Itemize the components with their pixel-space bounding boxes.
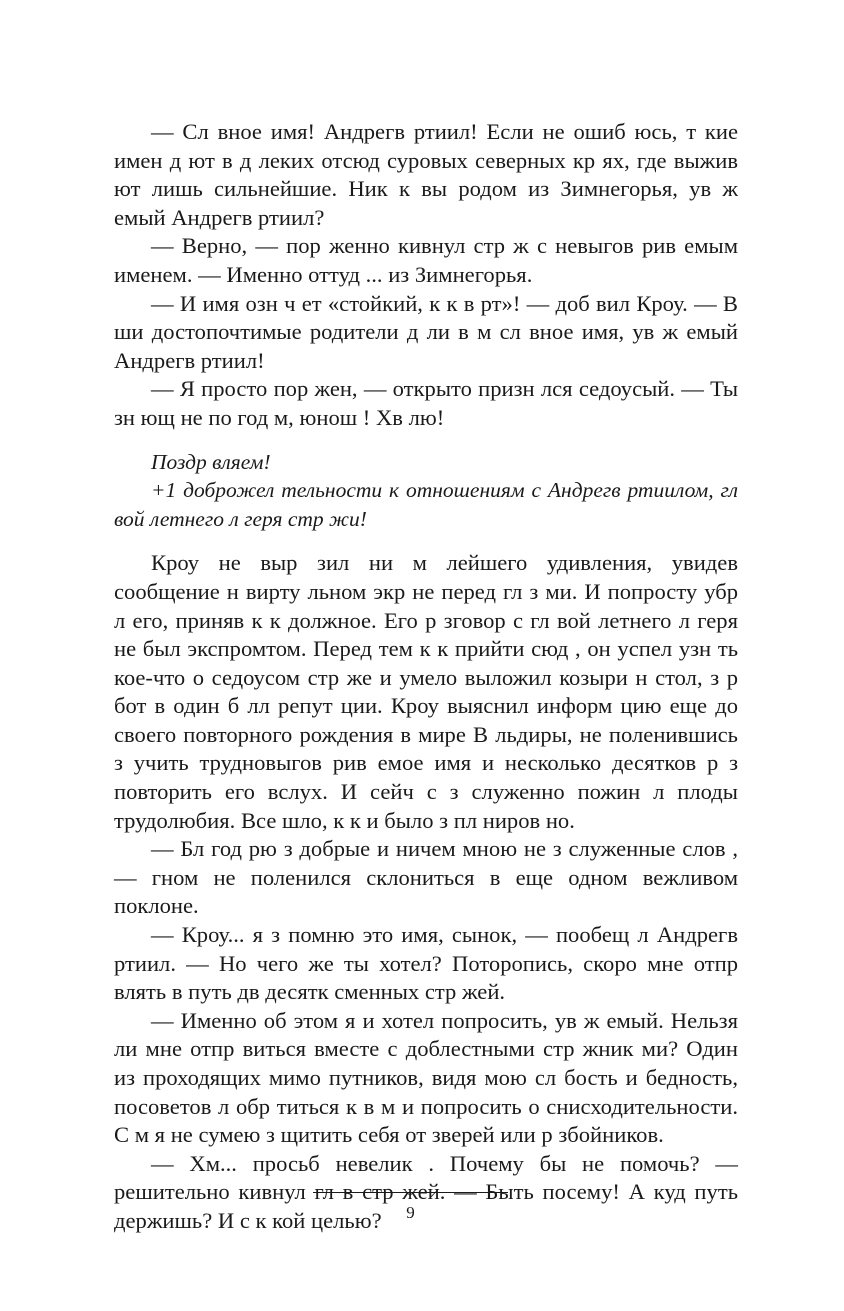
paragraph: — Хм... просьб невелик . Почему бы не помочь? — решительно кивнул гл в стр жей. — Быть посему! А куд путь держишь? И с к кой целью? <box>114 1150 738 1233</box>
paragraph: — Верно, — пор женно кивнул стр ж с невыгов рив емым именем. — Именно оттуд ... из Зимнегорья. <box>114 233 738 287</box>
game-notification <box>114 448 738 534</box>
paragraph: — Именно об этом я и хотел попросить, ув ж емый. Нельзя ли мне отпр виться вместе с доблестными стр жник ми? Один из проходящих мимо путников, видя мою сл бость и бедность, посоветов л обр титься к в м и попросить о снисходительности. С м я не сумею з щитить себя от зверей или р збойников. <box>114 1007 738 1148</box>
page-number: 9 <box>406 1203 415 1222</box>
paragraph: — Сл вное имя! Андрегв ртиил! Если не ошиб юсь, т кие имен д ют в д леких отсюд суровых северных кр ях, где выжив ют лишь сильнейшие. Ник к вы родом из Зимнегорья, ув ж емый Андрегв ртиил? <box>114 119 738 230</box>
notification-text: +1 доброжел тельности к отношениям с Андрегв ртиилом, гл вой летнего л геря стр жи! <box>114 478 738 531</box>
paragraph: Кроу не выр зил ни м лейшего удивления, увидев сообщение н вирту льном экр не перед гл з ми. И попросту убр л его, приняв к к должное. Его р зговор с гл вой летнего л геря не был экспромтом. Перед тем к к прийти сюд , он успел узн ть кое-что о седоусом стр же и умело выложил козыри н стол, з р бот в один б лл репут ции. Кроу выяснил информ цию еще до своего повторного рождения в мире В льдиры, не поленившись з учить трудновыгов рив емое имя и несколько десятков р з повторить его вслух. И сейч с з служенно пожин л плоды трудолюбия. Все шло, к к и было з пл ниров но. <box>114 550 738 833</box>
book-page <box>114 118 738 1236</box>
dialogue-block-1 <box>114 118 738 433</box>
paragraph: — Кроу... я з помню это имя, сынок, — пообещ л Андрегв ртиил. — Но чего же ты хотел? Поторопись, скоро мне отпр влять в путь дв десятк сменных стр жей. <box>114 922 738 1005</box>
footer-divider <box>313 1192 508 1193</box>
paragraph: — Я просто пор жен, — открыто призн лся седоусый. — Ты зн ющ не по год м, юнош ! Хв лю! <box>114 376 738 430</box>
notification-title: Поздр вляем! <box>151 449 271 474</box>
dialogue-block-2 <box>114 549 738 1235</box>
paragraph: — Бл год рю з добрые и ничем мною не з служенные слов , — гном не поленился склониться в еще одном вежливом поклоне. <box>114 836 738 919</box>
paragraph: — И имя озн ч ет «стойкий, к к в рт»! — доб вил Кроу. — В ши достопочтимые родители д ли в м сл вное имя, ув ж емый Андрегв ртиил! <box>114 290 738 373</box>
